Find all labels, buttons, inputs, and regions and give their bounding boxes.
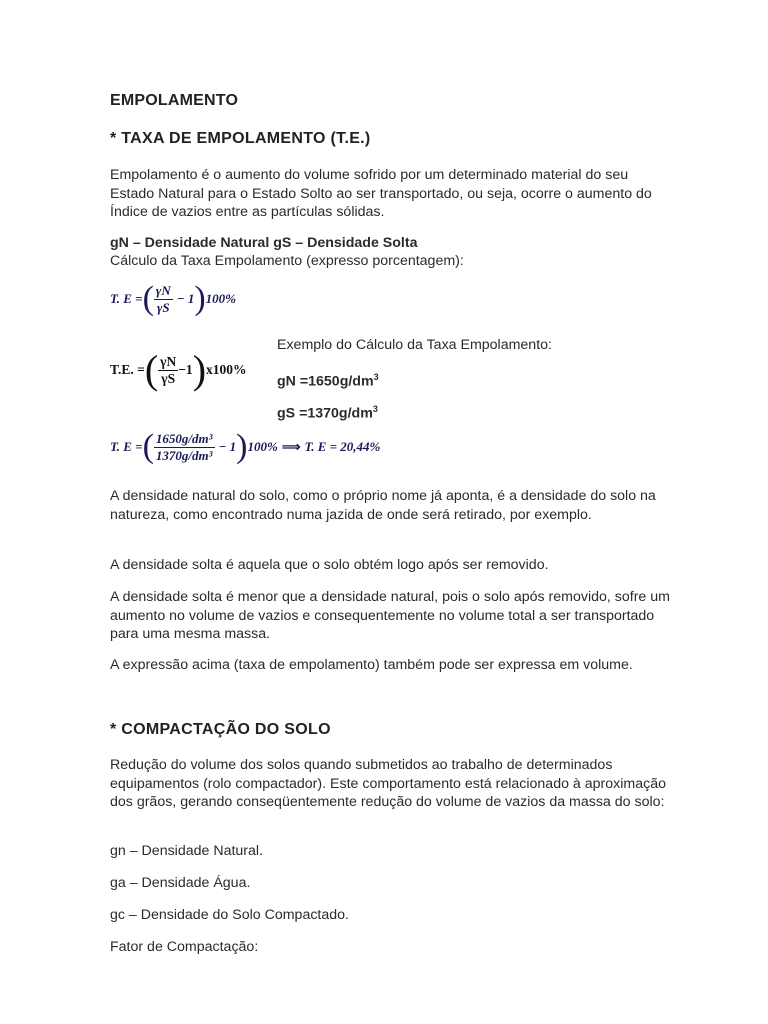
paragraph-density-loose: A densidade solta é aquela que o solo obtém logo após ser removido. xyxy=(110,557,549,573)
formula-denominator: 1370g/dm³ xyxy=(155,447,213,463)
ga-definition: ga – Densidade Água. xyxy=(110,875,251,891)
formula-close-paren: ) xyxy=(194,280,206,317)
formula-lhs: T.E. = xyxy=(110,362,145,377)
formula-te-bold xyxy=(110,347,247,392)
section-heading-compactacao: * COMPACTAÇÃO DO SOLO xyxy=(110,721,331,738)
document-title: EMPOLAMENTO xyxy=(110,92,239,109)
formula-percent: 100% xyxy=(205,291,237,306)
formula-close-paren: ) xyxy=(236,428,248,465)
section-heading-taxa: * TAXA DE EMPOLAMENTO (T.E.) xyxy=(110,130,371,147)
paragraph-density-natural: A densidade natural do solo, como o próprio nome já aponta, é a densidade do solo na natureza, como encontrado numa jazida de onde será retirado, por exemplo. xyxy=(110,488,656,523)
formula-open-paren: ( xyxy=(142,428,154,465)
formula-minus-one: − 1 xyxy=(218,439,237,454)
example-title: Exemplo do Cálculo da Taxa Empolamento: xyxy=(277,337,552,353)
paragraph-density-comparison: A densidade solta é menor que a densidade natural, pois o solo após removido, sofre um aumento no volume de vazios e consequentemente no volume total a ser transportado para uma mesma massa. xyxy=(110,589,670,642)
formula-percent: 100% xyxy=(247,439,278,454)
compaction-intro: Redução do volume dos solos quando submetidos ao trabalho de determinados equipamentos (rolo compactador). Este comportamento está relacionado à aproximação dos grãos, gerando conseqüentemente redução do volume de vazios da massa do solo: xyxy=(110,757,666,810)
intro-paragraph: Empolamento é o aumento do volume sofrido por um determinado material do seu Estado Natural para o Estado Solto ao ser transportado, ou seja, ocorre o aumento do Índice de vazios entre as partículas sólidas. xyxy=(110,167,652,220)
formula-fraction xyxy=(158,354,178,387)
formula-numerator: 1650g/dm³ xyxy=(155,430,213,446)
formula-result: T. E = 20,44% xyxy=(304,439,381,454)
formula-fraction xyxy=(154,431,215,464)
gn-definition: gn – Densidade Natural. xyxy=(110,843,264,859)
gc-definition: gc – Densidade do Solo Compactado. xyxy=(110,907,349,923)
gn-value: gN $=1650g/dm^3$ xyxy=(277,372,379,390)
formula-close-paren: ) xyxy=(192,347,207,392)
formula-te-example xyxy=(110,430,380,464)
formula-denominator: γS xyxy=(156,299,170,315)
formula-minus-one: − 1 xyxy=(176,291,195,306)
formula-arrow: ⟹ xyxy=(281,439,301,454)
formula-numerator: γN xyxy=(160,353,177,369)
compaction-factor-label: Fator de Compactação: xyxy=(110,939,259,955)
definitions-line: gN – Densidade Natural gS – Densidade Solta xyxy=(110,235,418,251)
calc-label: Cálculo da Taxa Empolamento (expresso porcentagem): xyxy=(110,253,464,269)
formula-fraction xyxy=(154,283,173,316)
paragraph-volume-note: A expressão acima (taxa de empolamento) também pode ser expressa em volume. xyxy=(110,657,633,673)
formula-denominator: γS xyxy=(161,370,176,386)
formula-numerator: γN xyxy=(155,282,171,298)
formula-percent: x100% xyxy=(206,362,247,377)
gs-value: gS $=1370g/dm^3$ xyxy=(277,404,378,422)
formula-open-paren: ( xyxy=(144,347,159,392)
formula-te-general xyxy=(110,282,236,316)
formula-lhs: T. E = xyxy=(110,291,143,306)
formula-lhs: T. E = xyxy=(110,439,143,454)
formula-open-paren: ( xyxy=(142,280,154,317)
formula-minus-one: −1 xyxy=(178,362,193,377)
